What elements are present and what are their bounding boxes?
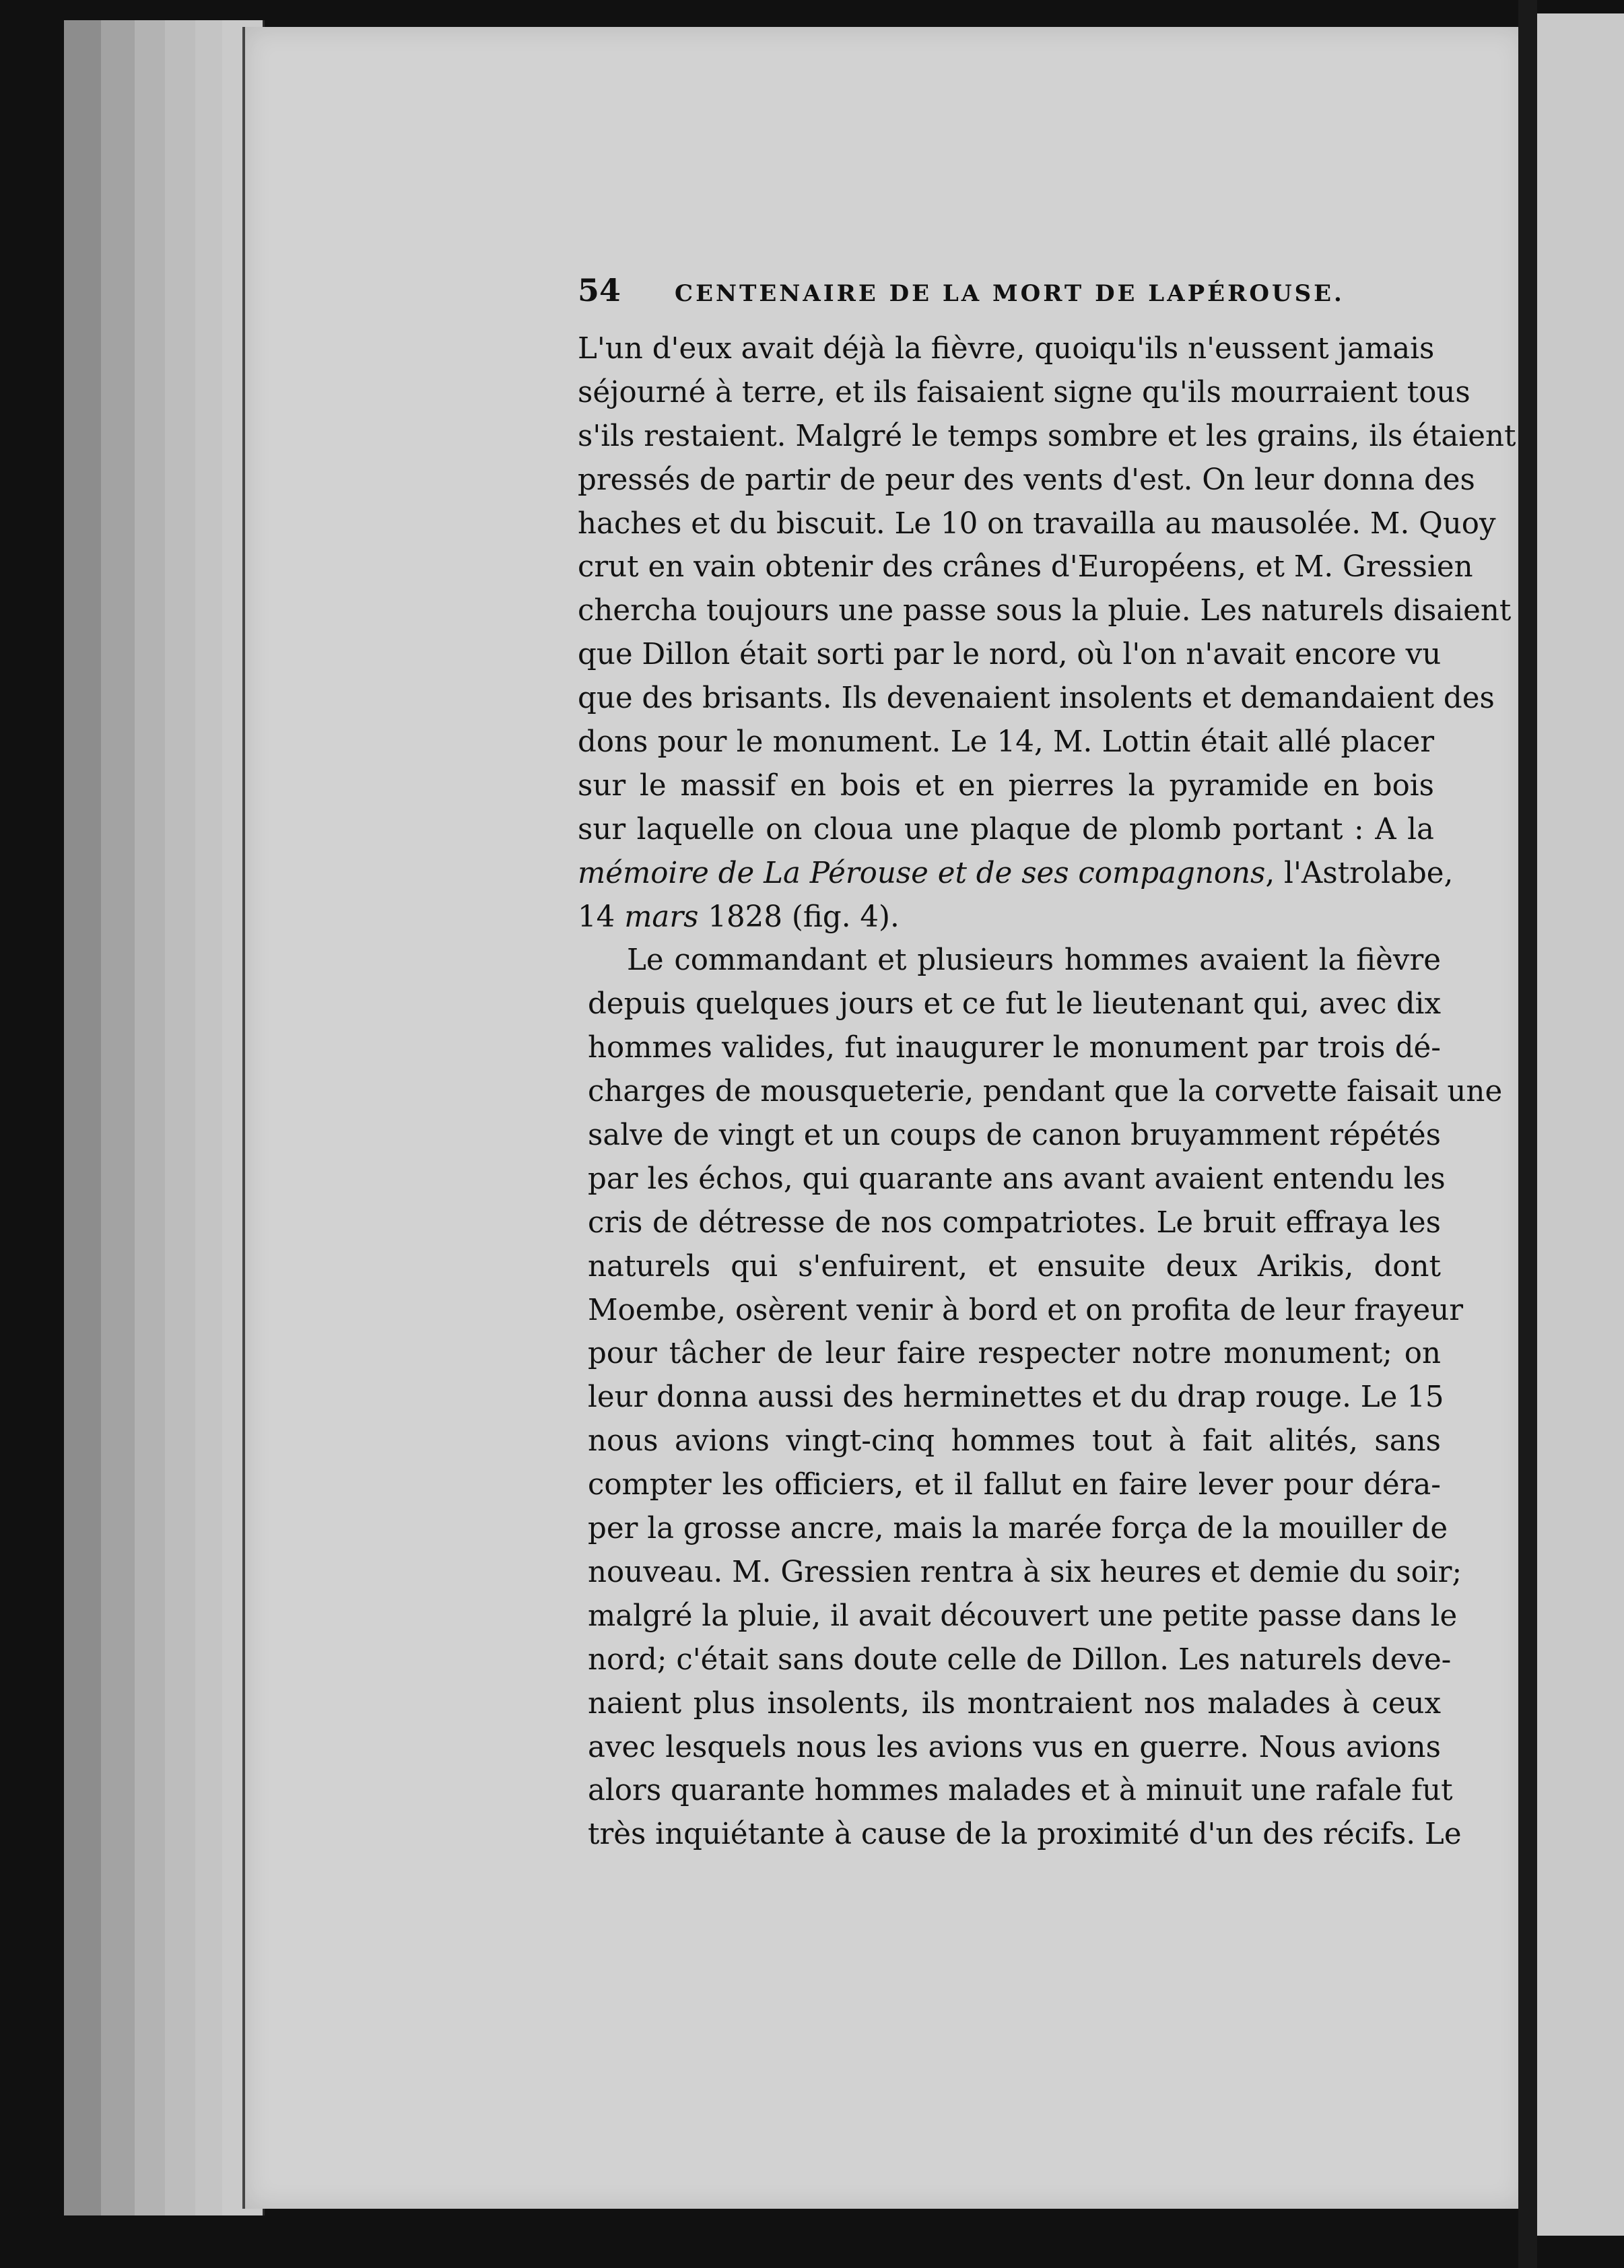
text-line: naturels qui s'enfuirent, et ensuite deux Arikis, dont xyxy=(588,1249,1441,1283)
text-line: que Dillon était sorti par le nord, où l'on n'avait encore vu xyxy=(578,638,1442,672)
text-line: nouveau. M. Gressien rentra à six heures et demie du soir; xyxy=(588,1555,1462,1589)
text-line: crut en vain obtenir des crânes d'Européens, et M. Gressien xyxy=(578,550,1473,585)
text-fragment: , l'Astrolabe, xyxy=(1265,856,1454,890)
text-line: naient plus insolents, ils montraient nos malades à ceux xyxy=(588,1686,1441,1721)
running-header xyxy=(578,272,1345,312)
text-line: alors quarante hommes malades et à minuit une rafale fut xyxy=(588,1774,1453,1808)
text-line: séjourné à terre, et ils faisaient signe qu'ils mourraient tous xyxy=(578,375,1470,409)
italic-text: mars xyxy=(624,900,699,934)
page-number: 54 xyxy=(578,272,621,308)
facing-page-edge xyxy=(1537,13,1624,2236)
text-line: charges de mousqueterie, pendant que la corvette faisait une xyxy=(588,1075,1503,1109)
book-spine xyxy=(1518,0,1537,2268)
text-line: nous avions vingt-cinq hommes tout à fait alités, sans xyxy=(588,1424,1441,1459)
text-line: hommes valides, fut inaugurer le monument par trois dé- xyxy=(588,1031,1441,1065)
text-line: malgré la pluie, il avait découvert une petite passe dans le xyxy=(588,1599,1458,1633)
text-fragment: 14 xyxy=(578,900,625,934)
text-line: chercha toujours une passe sous la pluie. Les naturels disaient xyxy=(578,594,1512,628)
text-line: depuis quelques jours et ce fut le lieutenant qui, avec dix xyxy=(588,987,1441,1022)
text-line: que des brisants. Ils devenaient insolents et demandaient des xyxy=(578,681,1495,716)
italic-text: mémoire de La Pérouse et de ses compagnons xyxy=(578,856,1266,890)
text-line: avec lesquels nous les avions vus en guerre. Nous avions xyxy=(588,1730,1441,1764)
text-line: Le commandant et plusieurs hommes avaient la fièvre xyxy=(627,943,1441,978)
text-line: compter les officiers, et il fallut en faire lever pour déra- xyxy=(588,1468,1441,1502)
running-title: CENTENAIRE DE LA MORT DE LAPÉROUSE. xyxy=(675,280,1345,307)
text-line: haches et du biscuit. Le 10 on travailla au mausolée. M. Quoy xyxy=(578,506,1496,541)
text-line: L'un d'eux avait déjà la fièvre, quoiqu'ils n'eussent jamais xyxy=(578,332,1435,366)
text-line: pour tâcher de leur faire respecter notre monument; on xyxy=(588,1337,1441,1371)
text-line: très inquiétante à cause de la proximité d'un des récifs. Le xyxy=(588,1817,1462,1852)
text-line: salve de vingt et un coups de canon bruyamment répétés xyxy=(588,1119,1441,1153)
text-line-italic xyxy=(578,896,1434,939)
text-line: dons pour le monument. Le 14, M. Lottin était allé placer xyxy=(578,725,1434,760)
text-fragment: 1828 (fig. 4). xyxy=(698,900,900,934)
text-line: cris de détresse de nos compatriotes. Le bruit effraya les xyxy=(588,1205,1441,1240)
text-line: nord; c'était sans doute celle de Dillon. Les naturels deve- xyxy=(588,1642,1452,1677)
text-line: par les échos, qui quarante ans avant avaient entendu les xyxy=(588,1162,1446,1196)
text-line: Moembe, osèrent venir à bord et on profita de leur frayeur xyxy=(588,1293,1464,1327)
body-text xyxy=(578,327,1516,1857)
text-line: pressés de partir de peur des vents d'est. On leur donna des xyxy=(578,463,1475,497)
text-line: sur le massif en bois et en pierres la pyramide en bois xyxy=(578,768,1434,803)
text-line: per la grosse ancre, mais la marée força de la mouiller de xyxy=(588,1512,1448,1546)
text-line-italic xyxy=(578,852,1454,896)
text-line: sur laquelle on cloua une plaque de plomb portant : A la xyxy=(578,812,1434,846)
text-line: leur donna aussi des herminettes et du drap rouge. Le 15 xyxy=(588,1380,1444,1415)
text-line: s'ils restaient. Malgré le temps sombre et les grains, ils étaient xyxy=(578,419,1516,453)
